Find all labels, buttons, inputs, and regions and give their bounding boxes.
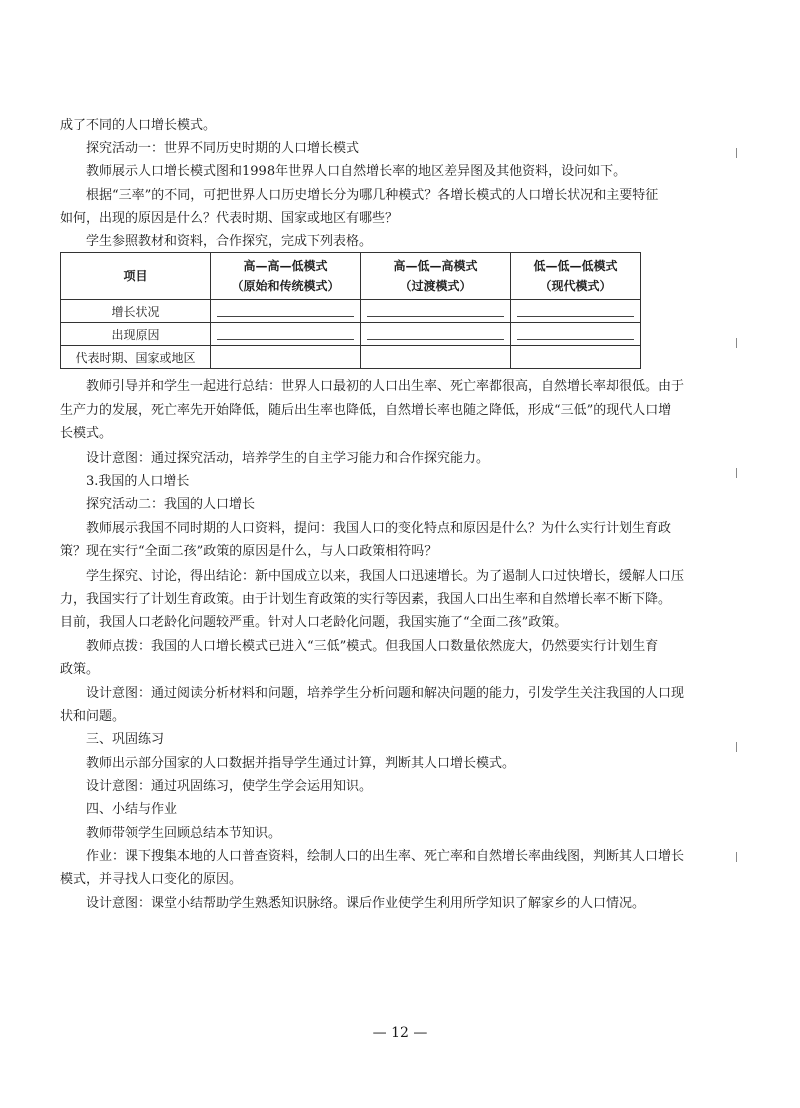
- row-label: 出现原因: [61, 323, 211, 346]
- text-line: 设计意图：通过阅读分析材料和问题，培养学生分析问题和解决问题的能力，引发学生关注我国的人口现: [86, 686, 685, 701]
- blank-cell: [511, 300, 641, 323]
- blank-cell: [361, 323, 511, 346]
- section-heading: 探究活动二：我国的人口增长: [86, 497, 256, 512]
- table-row: [61, 346, 641, 369]
- margin-mark: [736, 338, 737, 348]
- header-col3-subtitle: （现代模式）: [539, 279, 612, 293]
- text-line: 如何，出现的原因是什么？代表时期、国家或地区有哪些？: [60, 211, 399, 226]
- blank-cell: [211, 300, 361, 323]
- header-cell: [511, 253, 641, 300]
- text-line: 设计意图：课堂小结帮助学生熟悉知识脉络。课后作业使学生利用所学知识了解家乡的人口情况。: [86, 896, 646, 911]
- blank-cell: [361, 300, 511, 323]
- section-heading: 3.我国的人口增长: [86, 474, 190, 489]
- blank-cell: [211, 323, 361, 346]
- text-line: 教师带领学生回顾总结本节知识。: [86, 826, 282, 841]
- text-line: 目前，我国人口老龄化问题较严重。针对人口老龄化问题，我国实施了“全面二孩”政策。: [60, 615, 568, 630]
- row-label: 代表时期、国家或地区: [61, 346, 211, 369]
- table-row: [61, 323, 641, 346]
- text-line: 教师展示人口增长模式图和1998年世界人口自然增长率的地区差异图及其他资料，设问如下。: [86, 164, 627, 179]
- text-line: 设计意图：通过巩固练习，使学生学会运用知识。: [86, 779, 373, 794]
- table-row: [61, 300, 641, 323]
- header-col1-subtitle: （原始和传统模式）: [231, 279, 340, 293]
- margin-mark: [736, 148, 737, 158]
- blank-cell: [211, 346, 361, 369]
- text-line: 学生参照教材和资料，合作探究，完成下列表格。: [86, 234, 373, 249]
- text-line: 力，我国实行了计划生育政策。由于计划生育政策的实行等因素，我国人口出生率和自然增长率不断下降。: [60, 592, 672, 607]
- blank-cell: [511, 323, 641, 346]
- header-col2-title: 高—低—高模式: [393, 259, 478, 273]
- header-col2-subtitle: （过渡模式）: [399, 279, 472, 293]
- text-line: 教师出示部分国家的人口数据并指导学生通过计算，判断其人口增长模式。: [86, 756, 516, 771]
- row-label: 增长状况: [61, 300, 211, 323]
- margin-mark: [736, 468, 737, 478]
- text-line: 生产力的发展，死亡率先开始降低，随后出生率也降低，自然增长率也随之降低，形成“三低”的现代人口增: [60, 403, 672, 418]
- section-heading: 四、小结与作业: [86, 802, 178, 817]
- text-line: 根据“三率”的不同，可把世界人口历史增长分为哪几种模式？各增长模式的人口增长状况和主要特征: [86, 188, 659, 203]
- text-line: 成了不同的人口增长模式。: [60, 118, 217, 133]
- section-heading: 三、巩固练习: [86, 732, 165, 747]
- text-line: 教师引导并和学生一起进行总结：世界人口最初的人口出生率、死亡率都很高，自然增长率却很低。由于: [86, 379, 685, 394]
- text-line: 作业：课下搜集本地的人口普查资料，绘制人口的出生率、死亡率和自然增长率曲线图，判断其人口增长: [86, 849, 685, 864]
- header-cell: [361, 253, 511, 300]
- header-col3-title: 低—低—低模式: [533, 259, 618, 273]
- margin-mark: [736, 742, 737, 752]
- text-line: 模式，并寻找人口变化的原因。: [60, 872, 243, 887]
- margin-mark: [736, 852, 737, 862]
- table-header-row: [61, 253, 641, 300]
- page-number: — 12 —: [372, 1025, 428, 1041]
- population-model-table: [60, 252, 641, 369]
- section-heading: 探究活动一：世界不同历史时期的人口增长模式: [86, 141, 360, 156]
- header-cell: [211, 253, 361, 300]
- text-line: 状和问题。: [60, 709, 126, 724]
- text-line: 政策。: [60, 662, 100, 677]
- text-line: 策？现在实行“全面二孩”政策的原因是什么，与人口政策相符吗？: [60, 544, 438, 559]
- text-line: 设计意图：通过探究活动，培养学生的自主学习能力和合作探究能力。: [86, 451, 490, 466]
- header-col1-title: 高—高—低模式: [243, 259, 328, 273]
- text-line: 教师展示我国不同时期的人口资料，提问：我国人口的变化特点和原因是什么？为什么实行计划生育政: [86, 521, 672, 536]
- text-line: 教师点拨：我国的人口增长模式已进入“三低”模式。但我国人口数量依然庞大，仍然要实行计划生育: [86, 639, 659, 654]
- text-line: 学生探究、讨论，得出结论：新中国成立以来，我国人口迅速增长。为了遏制人口过快增长，缓解人口压: [86, 569, 685, 584]
- header-cell: [61, 253, 211, 300]
- text-line: 长模式。: [60, 426, 113, 441]
- header-item-label: 项目: [123, 269, 148, 283]
- blank-cell: [511, 346, 641, 369]
- blank-cell: [361, 346, 511, 369]
